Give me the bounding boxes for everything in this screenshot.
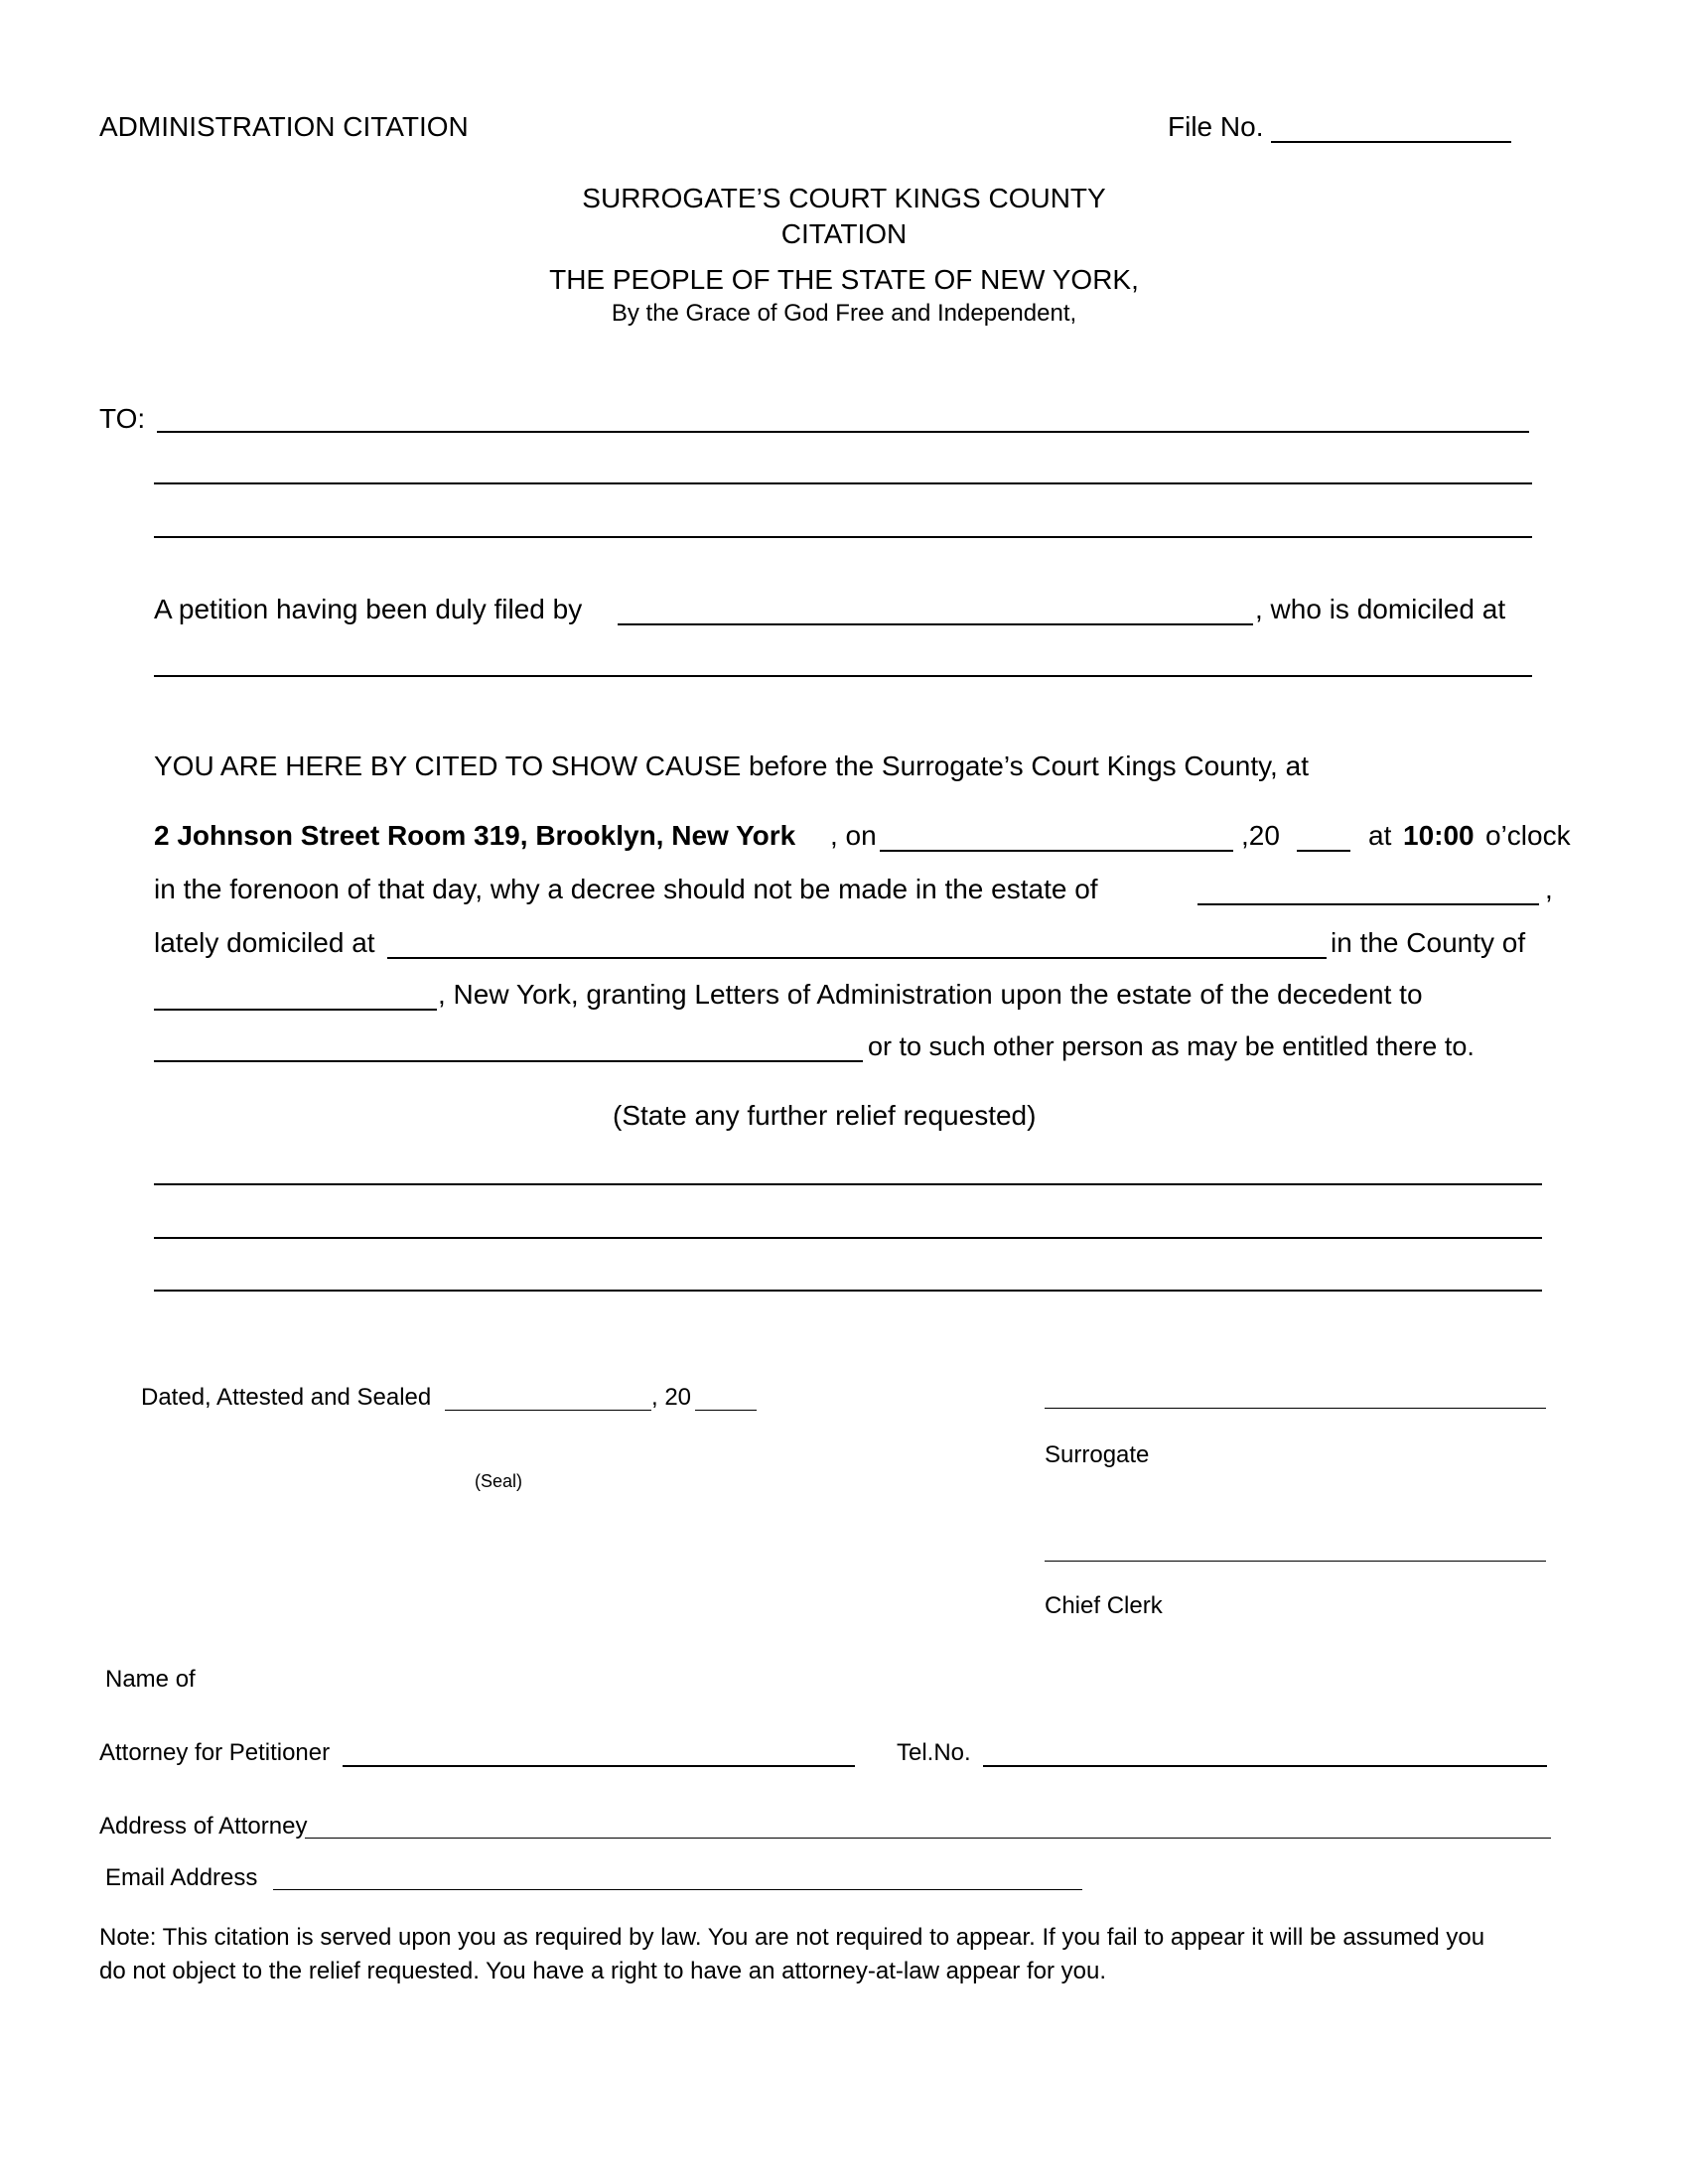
file-no-label: File No. <box>1168 111 1264 142</box>
administrator-field[interactable] <box>154 1060 863 1062</box>
cited-line-3: in the forenoon of that day, why a decree should not be made in the estate of <box>154 874 1098 904</box>
note-line-2: do not object to the relief requested. You have a right to have an attorney-at-law appear for you. <box>99 1958 1106 1984</box>
county-field[interactable] <box>154 1009 437 1011</box>
relief-label: (State any further relief requested) <box>613 1100 1037 1131</box>
county-of-label: in the County of <box>1331 927 1526 958</box>
hearing-time: 10:00 <box>1403 820 1475 851</box>
file-no-field[interactable] <box>1271 141 1511 143</box>
cited-line-5: , New York, granting Letters of Administration upon the estate of the decedent to <box>438 979 1423 1010</box>
dated-year-field[interactable] <box>695 1410 757 1411</box>
cited-line-3-end: , <box>1545 874 1553 904</box>
dated-label: Dated, Attested and Sealed <box>141 1384 432 1411</box>
email-address-field[interactable] <box>273 1889 1082 1890</box>
petitioner-name-field[interactable] <box>618 623 1253 625</box>
court-address: 2 Johnson Street Room 319, Brooklyn, New York <box>154 820 796 851</box>
cited-line-1: YOU ARE HERE BY CITED TO SHOW CAUSE before the Surrogate’s Court Kings County, at <box>154 751 1309 781</box>
dated-year-prefix: , 20 <box>651 1384 692 1411</box>
to-field-line-3[interactable] <box>154 536 1532 538</box>
grace-subheading: By the Grace of God Free and Independent, <box>611 300 1077 327</box>
seal-label: (Seal) <box>475 1471 523 1491</box>
relief-field-line-2[interactable] <box>154 1237 1542 1239</box>
attorney-name-field[interactable] <box>343 1765 855 1767</box>
form-title: ADMINISTRATION CITATION <box>99 111 469 142</box>
email-address-label: Email Address <box>105 1864 258 1891</box>
surrogate-signature-line[interactable] <box>1045 1408 1546 1409</box>
cited-line-6: or to such other person as may be entitled there to. <box>868 1031 1475 1061</box>
oclock-label: o’clock <box>1485 820 1571 851</box>
hearing-year-field[interactable] <box>1297 850 1350 852</box>
lately-domiciled-label: lately domiciled at <box>154 927 375 958</box>
estate-of-field[interactable] <box>1197 903 1539 905</box>
to-field-line-2[interactable] <box>154 482 1532 484</box>
citation-heading: CITATION <box>780 218 908 249</box>
at-label: at <box>1368 820 1392 851</box>
tel-no-field[interactable] <box>983 1765 1547 1767</box>
people-heading: THE PEOPLE OF THE STATE OF NEW YORK, <box>549 264 1139 295</box>
petition-prefix: A petition having been duly filed by <box>154 594 583 624</box>
on-label: , on <box>830 820 877 851</box>
to-field-line-1[interactable] <box>157 431 1529 433</box>
dated-field[interactable] <box>445 1410 651 1411</box>
surrogate-label: Surrogate <box>1045 1441 1150 1468</box>
relief-field-line-1[interactable] <box>154 1183 1542 1185</box>
attorney-for-petitioner-label: Attorney for Petitioner <box>99 1739 331 1766</box>
to-label: TO: <box>99 403 146 434</box>
note-line-1: Note: This citation is served upon you as required by law. You are not required to appear. If you fail to appear it will be assumed you <box>99 1924 1485 1951</box>
lately-domiciled-field[interactable] <box>387 957 1327 959</box>
relief-field-line-3[interactable] <box>154 1290 1542 1292</box>
chief-clerk-label: Chief Clerk <box>1045 1592 1163 1619</box>
year-prefix: ,20 <box>1241 820 1280 851</box>
petitioner-domicile-field[interactable] <box>154 675 1532 677</box>
hearing-date-field[interactable] <box>880 850 1233 852</box>
address-of-attorney-label: Address of Attorney <box>99 1813 308 1840</box>
court-name: SURROGATE’S COURT KINGS COUNTY <box>582 183 1106 213</box>
name-of-label: Name of <box>105 1666 196 1693</box>
chief-clerk-signature-line[interactable] <box>1045 1561 1546 1562</box>
tel-no-label: Tel.No. <box>897 1739 971 1766</box>
attorney-address-field[interactable] <box>305 1838 1551 1839</box>
petition-suffix: , who is domiciled at <box>1255 594 1506 624</box>
